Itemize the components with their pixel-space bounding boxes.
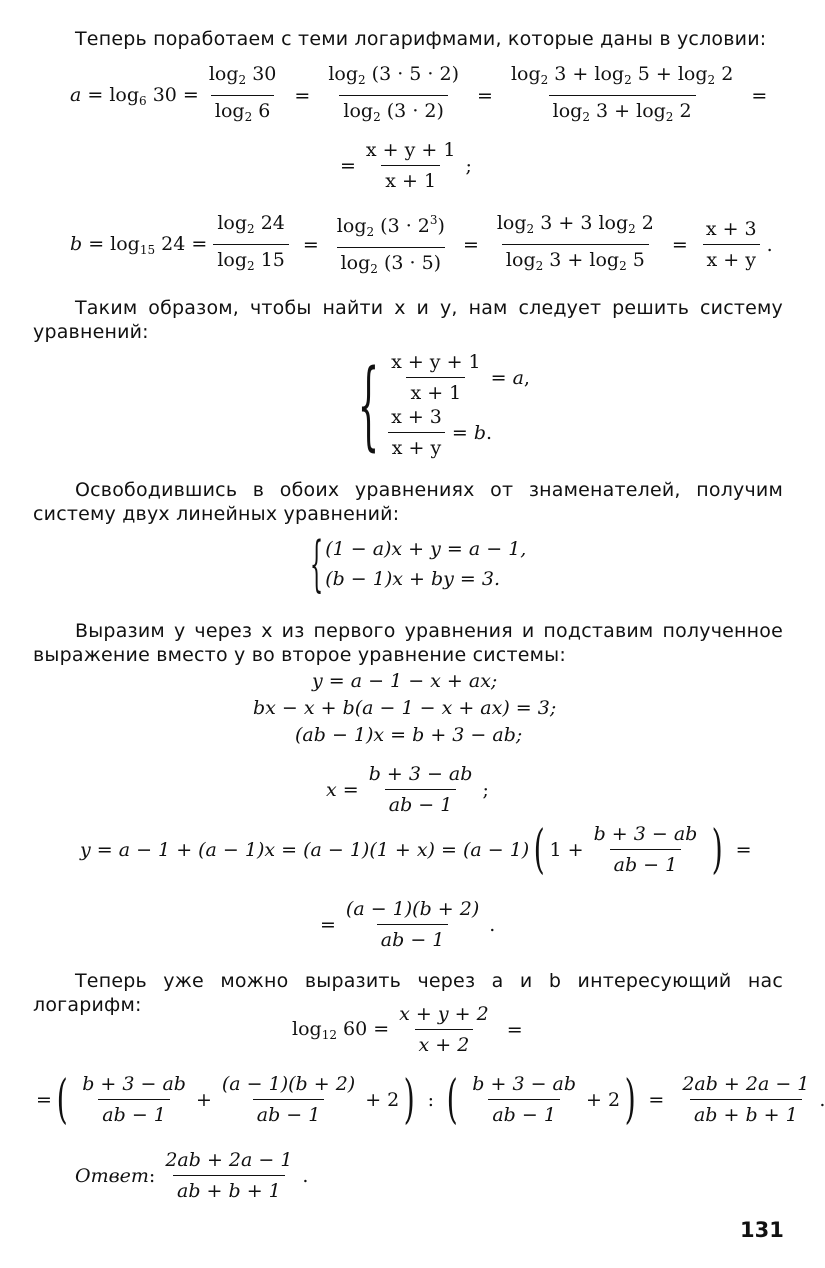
paragraph-intro: Теперь поработаем с теми логарифмами, которые даны в условии: [75,28,767,50]
paragraph-linear: Освободившись в обоих уравнениях от знаменателей, получим систему двух линейных уравнений: [33,479,783,525]
paragraph-log12: Теперь уже можно выразить через a и b интересующий нас логарифм: [33,970,783,1016]
eq-x: x = $\frac{b + 3 - ab}{ab - 1}$ ; [326,763,489,816]
paragraph-express: Выразим y через x из первого уравнения и подставим полученное выражение вместо y во второе уравнение системы: [33,620,783,666]
answer: Ответ : $\frac{2ab + 2a - 1}{ab + b + 1}$ . [75,1149,309,1202]
answer-label: Ответ [75,1164,149,1187]
system-fractions: { $\frac{x + y + 1}{x + 1}$ = a, $\frac{x + 3}{x + y}$ = b. [357,349,530,461]
eq-y: y = a − 1 − x + ax; [312,670,498,692]
eq-log12: $\log_{12} 60$ = $\frac{x + y + 2}{x + 2}$ = [292,1003,523,1056]
page-number: 131 [740,1218,784,1242]
eq-ab: (ab − 1)x = b + 3 − ab; [295,724,523,746]
formula-b: $b = \log_{15} 24$ = $\frac{\log_2 24}{\log_2 15}$ = $\frac{\log_2 (3 \cdot 2^3)}{\log_2 (3 \cdot 5)}$ = $\frac{\log_2 3 + 3 \log_2 2}{\log_2 3 + \log_2 5}$ = $\frac{x + 3}{x + y}$ . [70,208,773,281]
formula-a: $a = \log_6 30$ = $\frac{\log_2 30}{\log_2 6}$ = $\frac{\log_2 (3 \cdot 5 \cdot 2)}{\log_2 (3 \cdot 2)}$ = $\frac{\log_2 3 + \log_2 5 + \log_2 2}{\log_2 3 + \log_2 2}$ = [70,62,775,129]
eq-bx: bx − x + b(a − 1 − x + ax) = 3; [253,697,557,719]
system-linear: { (1 − a)x + y = a − 1, (b − 1)x + by = 3. [309,529,527,599]
paragraph-system: Таким образом, чтобы найти x и y, нам следует решить систему уравнений: [33,297,783,343]
formula-a-result: = $\frac{x + y + 1}{x + 1}$ ; [340,139,472,192]
eq-final: = ( $\frac{b + 3 - ab}{ab - 1}$ + $\frac{(a - 1)(b + 2)}{ab - 1}$ + 2 ) : ( $\frac{b + 3 - ab}{ab - 1}$ + 2 ) = $\frac{2ab + 2a - 1}{ab + b + 1}$ . [36,1069,825,1130]
eq-y-full: y = a − 1 + (a − 1)x = (a − 1)(1 + x) = (a − 1) ( 1 + $\frac{b + 3 - ab}{ab - 1}$ ) = [80,819,752,880]
eq-y-result: = $\frac{(a - 1)(b + 2)}{ab - 1}$ . [320,898,496,951]
